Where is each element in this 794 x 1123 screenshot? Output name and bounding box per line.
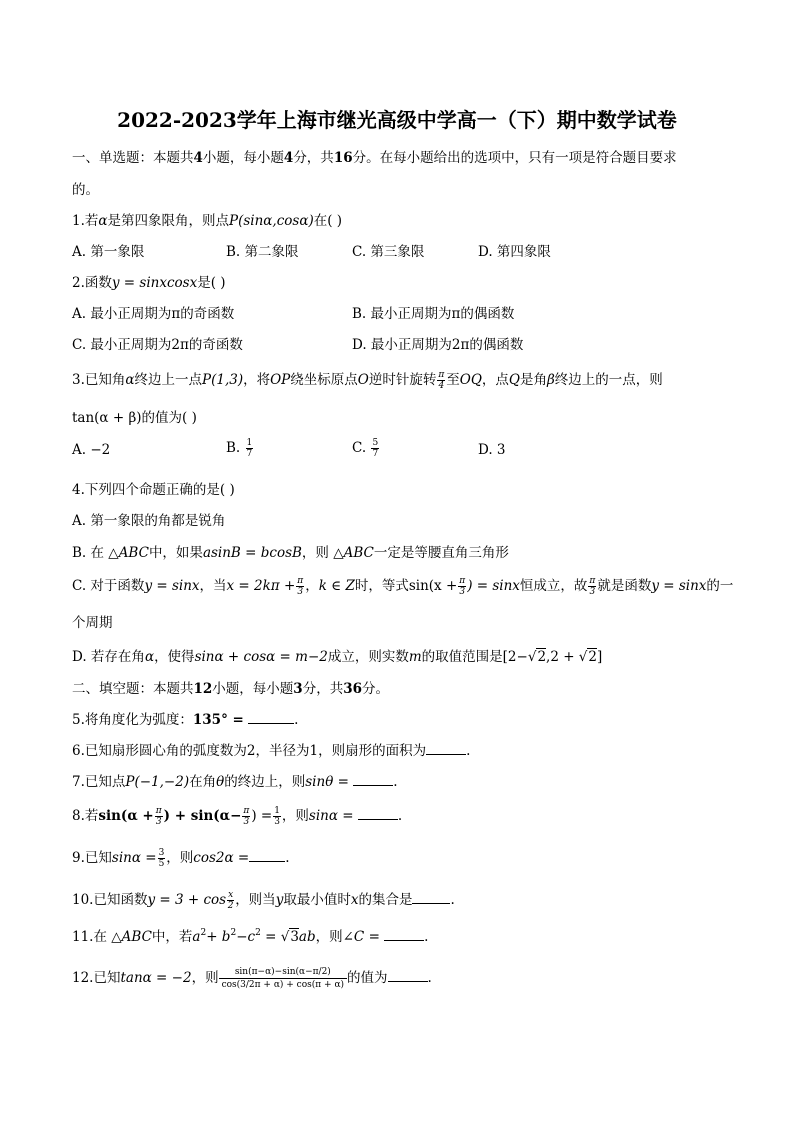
q4d-text: ,2 + — [546, 649, 575, 665]
q4d-sqrt: 2 — [588, 649, 598, 665]
q4-option-c-cont: 个周期 — [72, 615, 113, 631]
q3-math: OP — [270, 372, 291, 388]
question-2-stem — [72, 271, 226, 291]
q11-exponent: 2 — [255, 928, 261, 938]
q11-math: + b — [206, 929, 231, 945]
q3-math: α — [125, 372, 135, 388]
q10-text: 取最小值时 — [283, 892, 351, 908]
q3-option-c-num: 5 — [372, 438, 379, 448]
q4c-fraction — [458, 576, 466, 597]
q7-text: 在角 — [189, 774, 217, 790]
q3-math: P(1,3) — [202, 372, 244, 388]
q12-answer-blank[interactable] — [388, 969, 428, 982]
section1-heading-text: 一、单选题：本题共 — [72, 150, 194, 166]
q12-text: 12.已知 — [72, 970, 121, 986]
q6-text: 6.已知扇形圆心角的弧度数为 — [72, 743, 247, 759]
q4b-math: asinB = bcosB — [202, 545, 302, 561]
q3-math: Q — [508, 372, 520, 388]
q4d-math: α — [144, 649, 155, 665]
question-3-stem-cont — [72, 406, 197, 426]
q3-text: 3.已知角 — [72, 372, 126, 388]
q2-text: 2.函数 — [72, 275, 112, 291]
section2-count: 12 — [193, 681, 213, 697]
q4c-frac-den: 3 — [297, 587, 304, 597]
q11-math: ab — [298, 929, 316, 945]
q3-text: ，点 — [481, 372, 509, 388]
q3-option-c-label: C. — [352, 440, 367, 456]
q2-option-a: A. 最小正周期为π的奇函数 — [72, 306, 235, 322]
q11-exponent: 2 — [200, 928, 207, 938]
q4c-math: y = sinx — [144, 578, 200, 594]
q8-math: ) = — [251, 808, 273, 824]
q12-text: . — [427, 970, 432, 986]
q6-math: 1 — [309, 743, 319, 759]
q3-text: 至 — [446, 372, 460, 388]
section1-heading-text: 分。在每小题给出的选项中，只有一项是符合题目要求 — [352, 150, 677, 166]
section1-heading — [72, 146, 677, 166]
q12-math: tanα = −2 — [120, 970, 192, 986]
q10-math: y — [275, 892, 284, 908]
q3-option-b-fraction — [246, 438, 254, 459]
q8-frac-den: 3 — [243, 817, 250, 827]
question-11: 11.在 △ABC中，若$a^2+ b^2-c^2 = √3ab$，则∠C = . — [72, 928, 429, 945]
q7-math: P(−1,−2) — [125, 774, 190, 790]
section1-points: 4 — [283, 150, 294, 166]
q11-math: C — [353, 929, 365, 945]
q12-frac-den: cos(3/2π + α) + cos(π + α) — [221, 980, 345, 990]
q5-math: 135° = — [192, 712, 244, 728]
q3-text: 终边上一点 — [134, 372, 203, 388]
q8-math: ) + sin(α− — [163, 808, 242, 824]
q8-frac-num: π — [243, 806, 250, 816]
q3-option-c — [352, 438, 380, 459]
q3-option-c-fraction — [371, 438, 379, 459]
q3-frac-num: π — [438, 370, 445, 380]
q11-text: . — [424, 929, 429, 945]
q11-sqrt: 3 — [290, 929, 299, 945]
question-3-stem — [72, 368, 663, 391]
q4b-text: B. 在 △ — [72, 545, 119, 561]
q4d-text: 成立，则实数 — [327, 649, 409, 665]
q9-fraction — [158, 848, 166, 869]
q10-text: ，则当 — [235, 892, 276, 908]
q11-math: −c — [236, 929, 256, 945]
q8-answer-blank[interactable] — [358, 807, 398, 820]
q1-option-c: C. 第三象限 — [352, 244, 425, 260]
q7-answer-blank[interactable] — [353, 773, 393, 786]
q4d-text: D. 若存在角 — [72, 649, 145, 665]
q3-frac-den: 4 — [438, 381, 445, 391]
section1-heading-cont: 的。 — [72, 182, 99, 198]
q4b-text: 一定是等腰直角三角形 — [373, 545, 509, 561]
q4c-math: k ∈ Z — [318, 578, 355, 594]
q4c-math: sin(x + — [408, 578, 458, 594]
q3-option-b-num: 1 — [246, 438, 253, 448]
q10-frac-num: x — [228, 890, 234, 900]
q4b-math: ABC — [118, 545, 149, 561]
q8-fraction — [155, 806, 163, 827]
q4c-frac-den: 3 — [459, 587, 466, 597]
question-7 — [72, 770, 398, 790]
section2-heading-text: 分，共 — [302, 681, 344, 697]
q8-frac-den: 3 — [155, 817, 162, 827]
q7-text: . — [393, 774, 398, 790]
q12-fraction — [219, 966, 347, 991]
q5-answer-blank[interactable] — [248, 711, 294, 724]
q6-text: . — [466, 743, 471, 759]
question-10 — [72, 888, 455, 911]
q4c-text: 恒成立，故 — [519, 578, 588, 594]
q8-text: ，则 — [281, 808, 309, 824]
q9-answer-blank[interactable] — [249, 849, 285, 862]
q8-frac-den: 3 — [274, 817, 280, 827]
q4b-text: 中，如果 — [148, 545, 203, 561]
q11-answer-blank[interactable] — [384, 928, 424, 941]
q3-option-b-den: 7 — [246, 449, 253, 459]
q3-fraction — [437, 370, 445, 391]
q4d-sqrt: 2 — [537, 649, 547, 665]
q9-text: 9.已知 — [72, 850, 112, 866]
q8-fraction — [273, 806, 281, 827]
q10-frac-den: 2 — [227, 901, 234, 911]
q1-option-d: D. 第四象限 — [478, 244, 551, 260]
q4c-text: C. 对于函数 — [72, 578, 145, 594]
question-6 — [72, 739, 470, 759]
q4c-text: ，当 — [199, 578, 227, 594]
question-4-stem: 4.下列四个命题正确的是( ) — [72, 482, 235, 498]
section2-heading-text: 二、填空题：本题共 — [72, 681, 194, 697]
q8-math: sin(α + — [98, 808, 154, 824]
q10-text: 10.已知函数 — [72, 892, 148, 908]
q8-fraction — [242, 806, 250, 827]
q8-text: 8.若 — [72, 808, 99, 824]
q8-frac-num: 1 — [274, 806, 280, 816]
q4c-text: 的一 — [706, 578, 734, 594]
q7-text: 的终边上，则 — [224, 774, 306, 790]
q7-math: sinθ = — [305, 774, 349, 790]
q2-option-c: C. 最小正周期为2π的奇函数 — [72, 337, 243, 353]
q1-math: P(sinα,cosα) — [229, 213, 314, 229]
q10-math: y = 3 + cos — [147, 892, 227, 908]
q4d-math: m — [408, 649, 422, 665]
q4d-text: ] — [597, 649, 603, 665]
q1-text: 1.若 — [72, 213, 99, 229]
question-8 — [72, 804, 402, 827]
q11-math: = — [368, 929, 380, 945]
q3-text: 逆时针旋转 — [368, 372, 437, 388]
q4c-math: y = sinx — [651, 578, 707, 594]
q2-math: y = sinxcosx — [111, 275, 198, 291]
q6-text: ，半径为 — [255, 743, 310, 759]
q6-text: ，则扇形的面积为 — [318, 743, 427, 759]
q4c-text: 时，等式 — [354, 578, 409, 594]
q2-text: 是( ) — [197, 275, 226, 291]
q3-option-c-den: 7 — [372, 449, 379, 459]
q4-option-a: A. 第一象限的角都是锐角 — [72, 513, 226, 529]
q9-frac-num: 3 — [158, 848, 165, 858]
section2-points: 3 — [293, 681, 303, 697]
q4d-text: ，使得 — [154, 649, 195, 665]
q12-frac-num: sin(π−α)−sin(α−π/2) — [219, 966, 347, 979]
q10-answer-blank[interactable] — [412, 891, 450, 904]
q3-math: O — [357, 372, 369, 388]
section2-total: 36 — [343, 681, 362, 697]
q11-exponent: 2 — [230, 928, 237, 938]
section2-heading — [72, 677, 389, 697]
q11-math: ABC — [121, 929, 152, 945]
section1-heading-text: 小题，每小题 — [202, 150, 284, 166]
q4c-frac-num: π — [589, 576, 596, 586]
section2-heading-text: 分。 — [362, 681, 389, 697]
q4c-text: ， — [305, 578, 319, 594]
question-5 — [72, 708, 298, 728]
section1-count: 4 — [193, 150, 203, 166]
question-1-stem — [72, 209, 342, 229]
q4-option-c — [72, 574, 733, 597]
q4c-fraction — [588, 576, 596, 597]
section1-total: 16 — [333, 150, 353, 166]
q4c-frac-den: 3 — [589, 587, 596, 597]
q3-option-d: D. 3 — [478, 442, 506, 458]
q5-text: 5.将角度化为弧度： — [72, 712, 193, 728]
q10-math: x — [350, 892, 359, 908]
q3-text: 绕坐标原点 — [290, 372, 358, 388]
q7-math: θ — [216, 774, 225, 790]
q1-text: 在( ) — [313, 213, 343, 229]
q9-text: . — [285, 850, 290, 866]
q3-math: β — [546, 372, 555, 388]
q11-text: 11.在 △ — [72, 929, 122, 945]
q4b-text: ，则 △ — [301, 545, 344, 561]
q11-math: a — [192, 929, 201, 945]
q3-text: 终边上的一点，则 — [554, 372, 663, 388]
q4d-text: 的取值范围是[2− — [421, 649, 528, 665]
q8-text: . — [397, 808, 403, 824]
q4c-frac-num: π — [297, 576, 304, 586]
q3-text: 的值为( ) — [141, 410, 197, 426]
q9-text: ，则 — [166, 850, 194, 866]
q3-option-b-label: B. — [226, 440, 241, 456]
q11-math: = — [265, 929, 277, 945]
q8-math: sinα = — [308, 808, 354, 824]
q1-option-a: A. 第一象限 — [72, 244, 145, 260]
q3-text: ，将 — [243, 372, 271, 388]
q10-text: 的集合是 — [358, 892, 413, 908]
section2-heading-text: 小题，每小题 — [212, 681, 294, 697]
section1-heading-text: 分，共 — [293, 150, 334, 166]
q3-option-b — [226, 438, 254, 459]
q10-text: . — [450, 892, 455, 908]
q3-text: 是角 — [519, 372, 547, 388]
q3-math: tan(α + β) — [72, 410, 142, 426]
q9-frac-den: 5 — [158, 859, 165, 869]
q4c-text: 就是函数 — [597, 578, 652, 594]
q3-math: OQ — [459, 372, 482, 388]
q12-text: ，则 — [191, 970, 219, 986]
question-9 — [72, 846, 290, 869]
q4c-math: ) = sinx — [467, 578, 520, 594]
q2-option-d: D. 最小正周期为2π的偶函数 — [352, 337, 524, 353]
page-title: 2022-2023学年上海市继光高级中学高一（下）期中数学试卷 — [117, 108, 677, 132]
q6-math: 2 — [246, 743, 256, 759]
q9-math: sinα = — [111, 850, 157, 866]
q6-answer-blank[interactable] — [426, 742, 466, 755]
question-12 — [72, 966, 432, 991]
q4-option-b — [72, 541, 509, 561]
q8-frac-num: π — [155, 806, 162, 816]
q7-text: 7.已知点 — [72, 774, 126, 790]
q4c-frac-num: π — [459, 576, 466, 586]
q1-math: α — [98, 213, 108, 229]
q11-text: ，则∠ — [315, 929, 354, 945]
q1-text: 是第四象限角，则点 — [107, 213, 230, 229]
q4b-math: ABC — [343, 545, 374, 561]
q1-option-b: B. 第二象限 — [226, 244, 299, 260]
q2-option-b: B. 最小正周期为π的偶函数 — [352, 306, 515, 322]
q10-fraction — [227, 890, 234, 911]
q4c-fraction — [296, 576, 304, 597]
q12-text: 的值为 — [347, 970, 388, 986]
q11-text: 中，若 — [151, 929, 193, 945]
q3-option-a: A. −2 — [72, 442, 111, 458]
q5-text: . — [294, 712, 299, 728]
q4-option-d: D. 若存在角α，使得sinα + cosα = m−2成立，则实数m的取值范围是[2−√2,2 + √2] — [72, 649, 603, 665]
q4d-math: sinα + cosα = m−2 — [194, 649, 328, 665]
q9-math: cos2α = — [193, 850, 250, 866]
q4c-math: x = 2kπ + — [226, 578, 296, 594]
